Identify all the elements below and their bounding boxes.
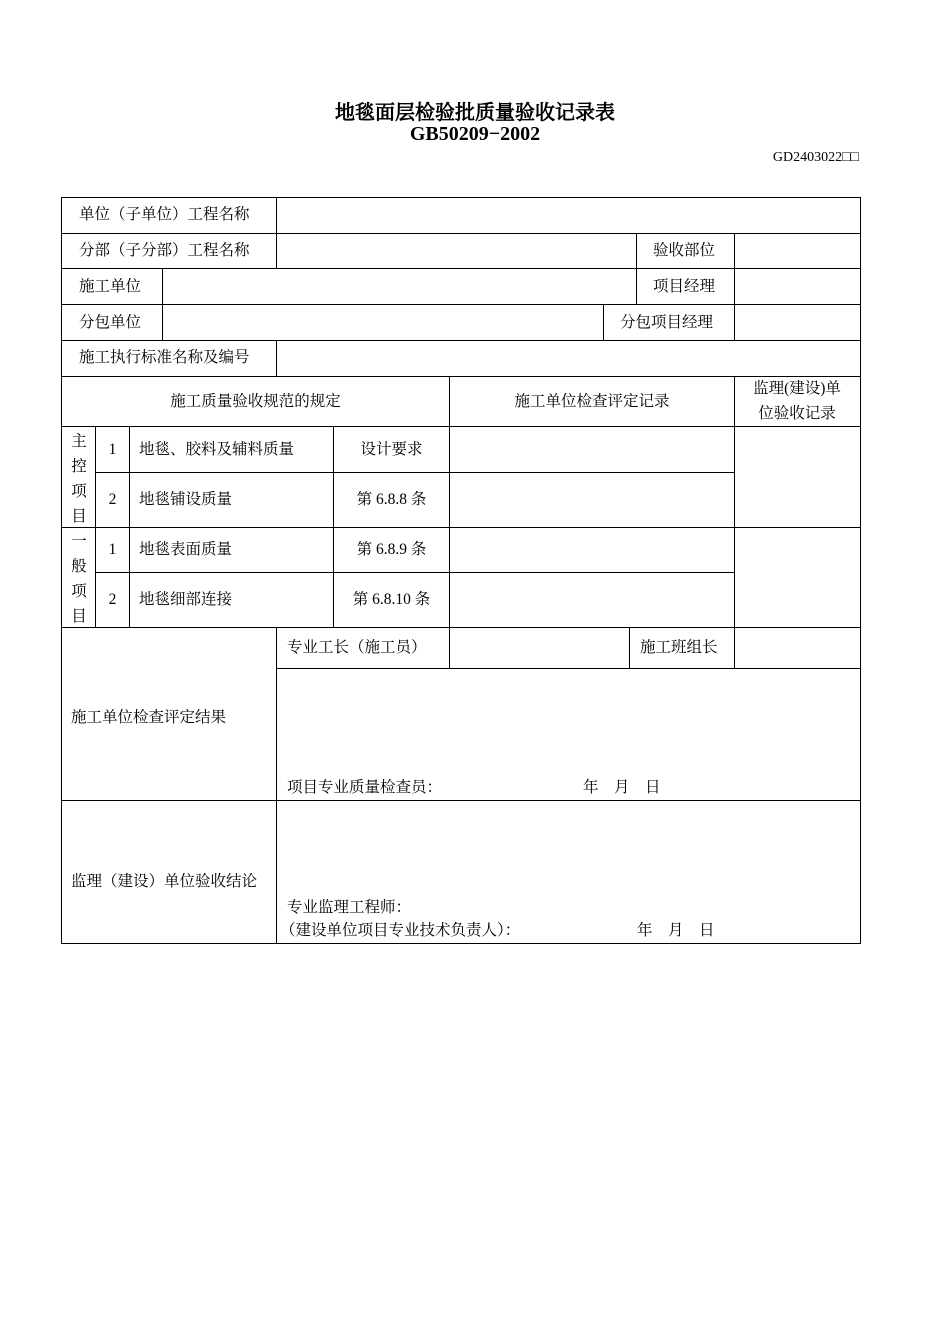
evaluation-date: 年 月 日	[583, 779, 661, 796]
col-line	[276, 197, 277, 268]
main-item-2-name: 地毯铺设质量	[139, 491, 233, 508]
main-item-1-name: 地毯、胶料及辅料质量	[139, 441, 295, 458]
standard-number: GB50209−2002	[409, 123, 541, 145]
main-item-1-requirement: 设计要求	[360, 441, 423, 458]
conclusion-label: 监理（建设）单位验收结论	[71, 873, 258, 890]
col-line	[449, 376, 450, 668]
general-item-1-name: 地毯表面质量	[139, 541, 233, 558]
inspector-label: 项目专业质量检查员：	[287, 779, 443, 796]
main-item-2-requirement: 第 6.8.8 条	[356, 491, 427, 508]
row-line	[61, 340, 861, 341]
conclusion-date: 年 月 日	[637, 922, 715, 939]
col-line	[636, 233, 637, 304]
row-line	[95, 572, 735, 573]
general-item-1-requirement: 第 6.8.9 条	[356, 541, 427, 558]
team-leader-label: 施工班组长	[640, 639, 718, 656]
row-line	[61, 233, 861, 234]
row-line	[61, 627, 861, 628]
check-record-header: 施工单位检查评定记录	[514, 393, 670, 410]
row-line	[61, 800, 861, 801]
project-manager-label: 项目经理	[653, 278, 716, 295]
row-line	[95, 472, 735, 473]
col-line	[162, 268, 163, 340]
supervisor-header-line1: 监理(建设)单	[753, 380, 841, 397]
main-item-2-no: 2	[108, 491, 117, 508]
row-line	[61, 426, 861, 427]
main-item-1-no: 1	[108, 441, 117, 458]
general-item-2-no: 2	[108, 591, 117, 608]
row-line	[61, 376, 861, 377]
spec-header: 施工质量验收规范的规定	[170, 393, 341, 410]
row-line	[61, 527, 861, 528]
general-item-1-no: 1	[108, 541, 117, 558]
row-line	[61, 268, 861, 269]
general-item-2-name: 地毯细部连接	[139, 591, 233, 608]
general-items-label: 一 般 项 目	[71, 533, 87, 625]
sub-project-label: 分部（子分部）工程名称	[79, 242, 250, 259]
col-line	[603, 304, 604, 340]
page-title: 地毯面层检验批质量验收记录表	[335, 100, 615, 124]
form-code: GD2403022□□	[772, 150, 859, 165]
supervisor-header-line2: 位验收记录	[758, 405, 836, 422]
tech-leader-label: （建设单位项目专业技术负责人）：	[280, 922, 521, 939]
main-items-label: 主 控 项 目	[71, 433, 87, 525]
row-line	[276, 668, 861, 669]
col-line	[734, 627, 735, 668]
table-border-top	[61, 197, 861, 198]
engineer-label: 专业监理工程师：	[287, 899, 412, 916]
unit-project-label: 单位（子单位）工程名称	[79, 206, 250, 223]
construction-unit-label: 施工单位	[79, 278, 142, 295]
general-item-2-requirement: 第 6.8.10 条	[352, 591, 431, 608]
result-label: 施工单位检查评定结果	[71, 709, 227, 726]
col-line	[734, 233, 735, 340]
table-border-bottom	[61, 943, 861, 944]
acceptance-part-label: 验收部位	[653, 242, 716, 259]
row-line	[61, 304, 861, 305]
foreman-label: 专业工长（施工员）	[287, 639, 427, 656]
col-line	[276, 627, 277, 944]
table-border-right	[860, 197, 861, 944]
col-line	[629, 627, 630, 668]
subcontract-unit-label: 分包单位	[79, 314, 142, 331]
subcontract-manager-label: 分包项目经理	[620, 314, 714, 331]
col-line	[276, 340, 277, 376]
standard-label: 施工执行标准名称及编号	[79, 349, 250, 366]
